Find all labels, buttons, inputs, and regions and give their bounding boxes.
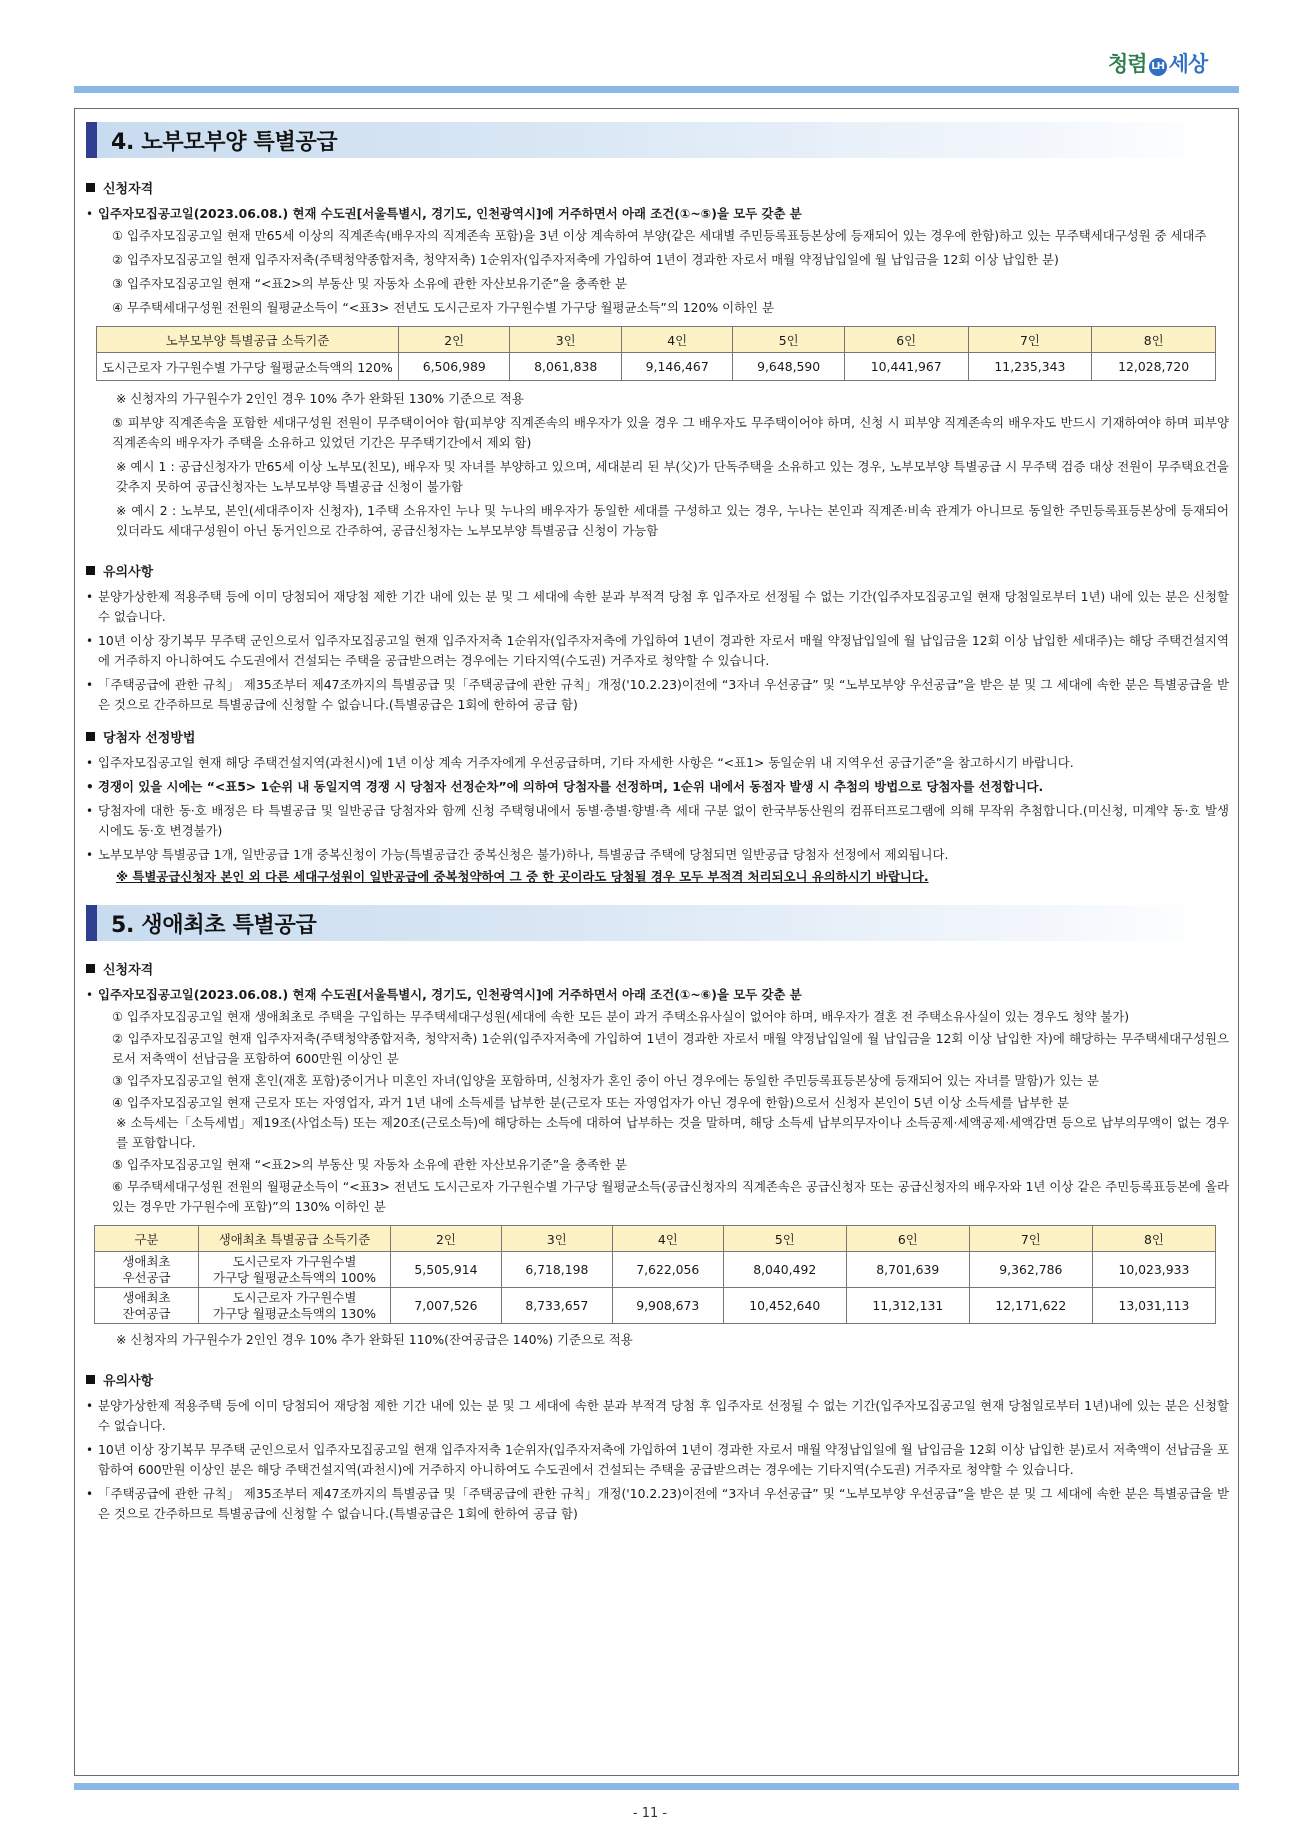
table-header-cell: 6인 — [844, 327, 968, 353]
example-note: ※ 예시 2 : 노부모, 본인(세대주이자 신청자), 1주택 소유자인 누나 및 누나의 배우자가 동일한 세대를 구성하고 있는 경우, 누나는 본인과 직계존·비속 관계가 아니므로 동일한 주민등록표등본상에 등재되어 있더라도 세대구성원이 아닌 동거인으로 간주하여, 공급신청자는 노부모부양 특별공급 신청이 가능함 — [116, 503, 1229, 538]
table-row-standard: 도시근로자 가구원수별 가구당 월평균소득액의 100% — [199, 1252, 391, 1288]
table-header-cell: 구분 — [95, 1226, 199, 1252]
section-4-heading: 4. 노부모부양 특별공급 — [86, 122, 1216, 158]
condition-item: ② 입주자모집공고일 현재 입주자저축(주택청약종합저축, 청약저축) 1순위자(입주자저축에 가입하여 1년이 경과한 자로서 매월 약정납입일에 월 납입금을 12회 이상 납입한 분) — [112, 252, 1059, 267]
logo-mark-icon: LH — [1149, 58, 1167, 76]
table-cell: 10,023,933 — [1092, 1252, 1215, 1288]
caution-heading: 유의사항 — [86, 1372, 1229, 1392]
table-cell: 10,452,640 — [723, 1288, 846, 1324]
table-cell: 9,146,467 — [621, 353, 732, 381]
table-cell: 7,007,526 — [391, 1288, 502, 1324]
table-row — [95, 1252, 1216, 1288]
square-bullet-icon — [86, 566, 95, 575]
selection-item: • 노부모부양 특별공급 1개, 일반공급 1개 중복신청이 가능(특별공급간 중복신청은 불가)하나, 특별공급 주택에 당첨되면 일반공급 당첨자 선정에서 제외됩니다. — [88, 845, 1229, 865]
condition-item: ④ 무주택세대구성원 전원의 월평균소득이 “<표3> 전년도 도시근로자 가구원수별 가구당 월평균소득”의 120% 이하인 분 — [112, 300, 774, 315]
table-header-cell: 2인 — [399, 327, 510, 353]
table-header-cell: 6인 — [846, 1226, 969, 1252]
selection-item: • 당첨자에 대한 동·호 배정은 타 특별공급 및 일반공급 당첨자와 함께 신청 주택형내에서 동별·층별·향별·측 세대 구분 없이 한국부동산원의 컴퓨터프로그램에 의해 무작위 추첨합니다.(미신청, 미계약 동·호 발생 시에도 동·호 변경불가) — [88, 801, 1229, 841]
table-cell: 11,235,343 — [968, 353, 1092, 381]
condition-item: ③ 입주자모집공고일 현재 혼인(재혼 포함)중이거나 미혼인 자녀(입양을 포함하며, 신청자가 혼인 중이 아닌 경우에는 동일한 주민등록표등본상에 등재되어 있는 자녀를 말함)가 있는 분 — [112, 1073, 1099, 1088]
selection-item: • 경쟁이 있을 시에는 “<표5> 1순위 내 동일지역 경쟁 시 당첨자 선정순차”에 의하여 당첨자를 선정하며, 1순위 내에서 동점자 발생 시 추첨의 방법으로 당첨자를 선정합니다. — [88, 777, 1229, 797]
table-cell: 9,908,673 — [612, 1288, 723, 1324]
table-header-cell: 4인 — [612, 1226, 723, 1252]
caution-item: • 10년 이상 장기복무 무주택 군인으로서 입주자모집공고일 현재 입주자저축 1순위자(입주자저축에 가입하여 1년이 경과한 자로서 매월 약정납입일에 월 납입금을 12회 이상 납입한 분)로서 저축액이 선납금을 포함하여 600만원 이상인 분은 해당 주택건설지역(과천시)에 거주하지 아니하여도 수도권에서 건설되는 주택을 공급받으려는 경우에는 기타지역(수도권) 거주자로 청약할 수 있습니다. — [88, 1440, 1229, 1480]
table-header-cell: 4인 — [621, 327, 732, 353]
qualification-intro: • 입주자모집공고일(2023.06.08.) 현재 수도권[서울특별시, 경기도, 인천광역시]에 거주하면서 아래 조건(①~⑤)을 모두 갖춘 분 — [88, 204, 1229, 224]
table-header-cell: 7인 — [968, 327, 1092, 353]
qualification-heading: 신청자격 — [86, 180, 1229, 200]
table-header-cell: 생애최초 특별공급 소득기준 — [199, 1226, 391, 1252]
top-rule — [74, 86, 1239, 93]
table-cell: 9,648,590 — [733, 353, 844, 381]
table-cell: 12,028,720 — [1092, 353, 1216, 381]
income-table-first-home — [94, 1225, 1216, 1324]
condition-item: ③ 입주자모집공고일 현재 “<표2>의 부동산 및 자동차 소유에 관한 자산보유기준”을 충족한 분 — [112, 276, 627, 291]
condition-item: ② 입주자모집공고일 현재 입주자저축(주택청약종합저축, 청약저축) 1순위(입주자저축에 가입하여 1년이 경과한 자로서 매월 약정납입일에 월 납입금을 12회 이상 납입한 자)에 해당하는 무주택세대구성원으로서 저축액이 선납금을 포함하여 600만원 이상인 분 — [112, 1031, 1229, 1066]
table-header-cell: 3인 — [510, 327, 621, 353]
table-cell: 13,031,113 — [1092, 1288, 1215, 1324]
square-bullet-icon — [86, 183, 95, 192]
table-row-label: 도시근로자 가구원수별 가구당 월평균소득액의 120% — [97, 353, 399, 381]
table-header-cell: 5인 — [733, 327, 844, 353]
table-row-standard: 도시근로자 가구원수별 가구당 월평균소득액의 130% — [199, 1288, 391, 1324]
table-cell: 12,171,622 — [969, 1288, 1092, 1324]
square-bullet-icon — [86, 732, 95, 741]
table-header-cell: 노부모부양 특별공급 소득기준 — [97, 327, 399, 353]
table-cell: 6,718,198 — [501, 1252, 612, 1288]
table-cell: 8,061,838 — [510, 353, 621, 381]
condition-item: ⑤ 입주자모집공고일 현재 “<표2>의 부동산 및 자동차 소유에 관한 자산보유기준”을 충족한 분 — [112, 1157, 627, 1172]
example-note: ※ 예시 1 : 공급신청자가 만65세 이상 노부모(친모), 배우자 및 자녀를 부양하고 있으며, 세대분리 된 부(父)가 단독주택을 소유하고 있는 경우, 노부모부양 특별공급 시 무주택 검증 대상 전원이 무주택요건을 갖추지 못하여 공급신청자는 노부모부양 특별공급 신청이 불가함 — [116, 459, 1229, 494]
caution-item: • 「주택공급에 관한 규칙」 제35조부터 제47조까지의 특별공급 및「주택공급에 관한 규칙」개정('10.2.23)이전에 “3자녀 우선공급” 및 “노부모부양 우선공급”을 받은 분 및 그 세대에 속한 분은 특별공급을 받은 것으로 간주하므로 특별공급에 신청할 수 없습니다.(특별공급은 1회에 한하여 공급 함) — [88, 675, 1229, 715]
bottom-rule — [74, 1783, 1239, 1790]
table-header-cell: 5인 — [723, 1226, 846, 1252]
caution-item: • 분양가상한제 적용주택 등에 이미 당첨되어 재당첨 제한 기간 내에 있는 분 및 그 세대에 속한 분과 부적격 당첨 후 입주자로 선정될 수 없는 기간(입주자모집공고일 현재 당첨일로부터 1년) 내에 있는 분은 신청할 수 없습니다. — [88, 587, 1229, 627]
page-number: - 11 - — [632, 1806, 668, 1821]
table-row-category: 생애최초 우선공급 — [95, 1252, 199, 1288]
income-table-elderly — [96, 326, 1216, 381]
table-note: ※ 신청자의 가구원수가 2인인 경우 10% 추가 완화된 110%(잔여공급은 140%) 기준으로 적용 — [116, 1332, 633, 1347]
square-bullet-icon — [86, 1375, 95, 1384]
table-cell: 8,701,639 — [846, 1252, 969, 1288]
table-header-cell: 3인 — [501, 1226, 612, 1252]
table-header-cell: 2인 — [391, 1226, 502, 1252]
qualification-heading: 신청자격 — [86, 961, 1229, 981]
condition-item: ⑥ 무주택세대구성원 전원의 월평균소득이 “<표3> 전년도 도시근로자 가구원수별 가구당 월평균소득(공급신청자의 직계존속은 공급신청자 또는 공급신청자의 배우자와 1년 이상 같은 주민등록표등본에 올라 있는 경우만 가구원수에 포함)”의 130% 이하인 분 — [112, 1179, 1229, 1214]
table-cell: 9,362,786 — [969, 1252, 1092, 1288]
brand-logo: 청렴 LH 세상 — [1108, 52, 1208, 76]
table-cell: 8,733,657 — [501, 1288, 612, 1324]
table-cell: 10,441,967 — [844, 353, 968, 381]
table-cell: 11,312,131 — [846, 1288, 969, 1324]
square-bullet-icon — [86, 964, 95, 973]
condition-item: ⑤ 피부양 직계존속을 포함한 세대구성원 전원이 무주택이어야 함(피부양 직계존속의 배우자가 있을 경우 그 배우자도 무주택이어야 하며, 신청 시 피부양 직계존속의 배우자도 반드시 기재하여야 하며 피부양 직계존속의 배우자가 주택을 소유하고 있었던 기간은 무주택기간에서 제외 함) — [112, 415, 1229, 450]
table-cell: 7,622,056 — [612, 1252, 723, 1288]
caution-item: • 분양가상한제 적용주택 등에 이미 당첨되어 재당첨 제한 기간 내에 있는 분 및 그 세대에 속한 분과 부적격 당첨 후 입주자로 선정될 수 없는 기간(입주자모집공고일 현재 당첨일로부터 1년)내에 있는 분은 신청할 수 없습니다. — [88, 1396, 1229, 1436]
qualification-intro: • 입주자모집공고일(2023.06.08.) 현재 수도권[서울특별시, 경기도, 인천광역시]에 거주하면서 아래 조건(①~⑥)을 모두 갖춘 분 — [88, 985, 1229, 1005]
table-note: ※ 신청자의 가구원수가 2인인 경우 10% 추가 완화된 130% 기준으로 적용 — [116, 391, 524, 406]
section-5-heading: 5. 생애최초 특별공급 — [86, 905, 1216, 941]
condition-item: ① 입주자모집공고일 현재 생애최초로 주택을 구입하는 무주택세대구성원(세대에 속한 모든 분이 과거 주택소유사실이 없어야 하며, 배우자가 결혼 전 주택소유사실이 있는 경우도 청약 불가) — [112, 1009, 1130, 1024]
tax-note: ※ 소득세는「소득세법」제19조(사업소득) 또는 제20조(근로소득)에 해당하는 소득에 대하여 납부하는 것을 말하며, 해당 소득세 납부의무자이나 소득공제·세액공제·세액감면 등으로 납부의무액이 없는 경우를 포함합니다. — [116, 1115, 1229, 1150]
condition-item: ① 입주자모집공고일 현재 만65세 이상의 직계존속(배우자의 직계존속 포함)을 3년 이상 계속하여 부양(같은 세대별 주민등록표등본상에 등재되어 있는 경우에 한함)하고 있는 무주택세대구성원 중 세대주 — [112, 228, 1207, 243]
table-cell: 8,040,492 — [723, 1252, 846, 1288]
table-header-cell: 8인 — [1092, 327, 1216, 353]
table-row-category: 생애최초 잔여공급 — [95, 1288, 199, 1324]
table-row — [95, 1288, 1216, 1324]
table-cell: 5,505,914 — [391, 1252, 502, 1288]
page-body — [84, 118, 1229, 1524]
table-cell: 6,506,989 — [399, 353, 510, 381]
table-header-cell: 8인 — [1092, 1226, 1215, 1252]
selection-warning: ※ 특별공급신청자 본인 외 다른 세대구성원이 일반공급에 중복청약하여 그 중 한 곳이라도 당첨될 경우 모두 부적격 처리되오니 유의하시기 바랍니다. — [116, 869, 929, 884]
condition-item: ④ 입주자모집공고일 현재 근로자 또는 자영업자, 과거 1년 내에 소득세를 납부한 분(근로자 또는 자영업자가 아닌 경우에 한함)으로서 신청자 본인이 5년 이상 소득세를 납부한 분 — [112, 1095, 1069, 1110]
caution-item: • 「주택공급에 관한 규칙」 제35조부터 제47조까지의 특별공급 및「주택공급에 관한 규칙」개정('10.2.23)이전에 “3자녀 우선공급” 및 “노부모부양 우선공급”을 받은 분 및 그 세대에 속한 분은 특별공급을 받은 것으로 간주하므로 특별공급에 신청할 수 없습니다.(특별공급은 1회에 한하여 공급 함) — [88, 1484, 1229, 1524]
selection-item: • 입주자모집공고일 현재 해당 주택건설지역(과천시)에 1년 이상 계속 거주자에게 우선공급하며, 기타 자세한 사항은 “<표1> 동일순위 내 지역우선 공급기준”을 참고하시기 바랍니다. — [88, 753, 1229, 773]
selection-heading: 당첨자 선정방법 — [86, 729, 1229, 749]
table-header-cell: 7인 — [969, 1226, 1092, 1252]
caution-heading: 유의사항 — [86, 563, 1229, 583]
caution-item: • 10년 이상 장기복무 무주택 군인으로서 입주자모집공고일 현재 입주자저축 1순위자(입주자저축에 가입하여 1년이 경과한 자로서 매월 약정납입일에 월 납입금을 12회 이상 납입한 세대주)는 해당 주택건설지역에 거주하지 아니하여도 수도권에서 건설되는 주택을 공급받으려는 경우에는 기타지역(수도권) 거주자로 청약할 수 있습니다. — [88, 631, 1229, 671]
